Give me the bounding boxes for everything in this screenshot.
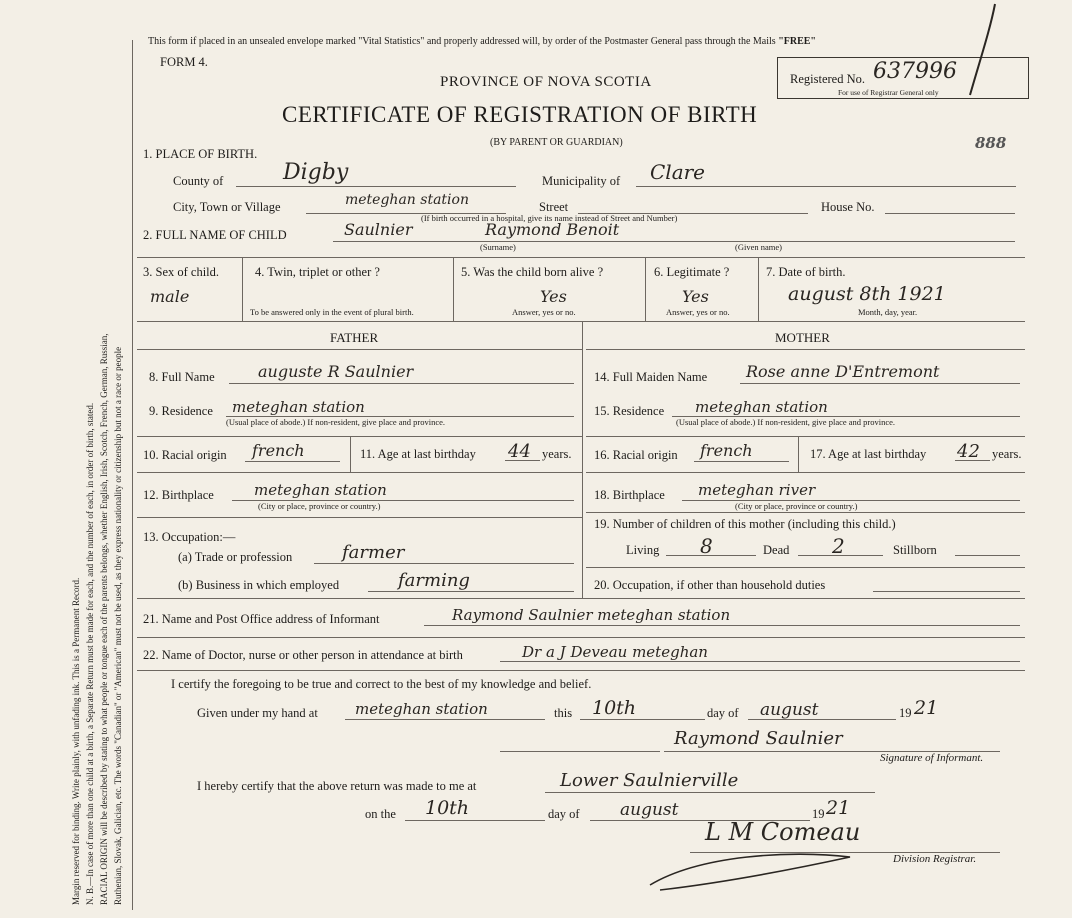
father-heading: FATHER xyxy=(330,330,379,345)
informant-signature-caption: Signature of Informant. xyxy=(880,752,984,764)
date-of-birth-label: 7. Date of birth. xyxy=(766,265,846,279)
date-of-birth-note: Month, day, year. xyxy=(858,307,918,317)
mother-racial-bottom-rule xyxy=(586,472,1025,473)
mother-residence-note: (Usual place of abode.) If non-resident, give place and province. xyxy=(676,417,896,427)
informant-label: 21. Name and Post Office address of Informant xyxy=(143,612,380,626)
doctor-bottom-rule xyxy=(137,670,1025,671)
row3-divider-2 xyxy=(453,257,454,321)
row3-divider-3 xyxy=(645,257,646,321)
margin-binding-note: Margin reserved for binding. Write plainly, with unfading ink. This is a Permanent Record. xyxy=(71,577,81,905)
registrar-use-note: For use of Registrar General only xyxy=(838,88,939,97)
living-value: 8 xyxy=(700,534,713,558)
row3-top-rule xyxy=(137,257,1025,258)
informant-line xyxy=(424,625,1020,626)
given-day-value: 10th xyxy=(592,697,637,719)
county-label: County of xyxy=(173,174,224,188)
mother-heading: MOTHER xyxy=(775,330,830,345)
registrar-day-value: 10th xyxy=(425,797,470,819)
mail-notice: This form if placed in an unsealed envelope marked "Vital Statistics" and properly addressed will, by order of the Postmaster General pass through the Mails "FREE" xyxy=(148,36,816,47)
stillborn-label: Stillborn xyxy=(893,543,937,557)
city-value: meteghan station xyxy=(345,192,469,208)
father-business-value: farming xyxy=(398,570,470,591)
mother-racial-divider xyxy=(798,436,799,472)
mother-name-value: Rose anne D'Entremont xyxy=(746,362,940,381)
father-business-line xyxy=(368,591,574,592)
father-trade-value: farmer xyxy=(342,542,405,563)
doctor-label: 22. Name of Doctor, nurse or other person in attendance at birth xyxy=(143,648,463,662)
twin-note: To be answered only in the event of plural birth. xyxy=(250,307,414,317)
father-age-years: years. xyxy=(542,447,572,461)
given-place-value: meteghan station xyxy=(355,700,488,718)
row3-divider-4 xyxy=(758,257,759,321)
given-place-line xyxy=(345,719,545,720)
registrar-caption: Division Registrar. xyxy=(893,853,977,865)
informant-bottom-rule xyxy=(137,637,1025,638)
given-day-line xyxy=(580,719,705,720)
informant-signature-line-left xyxy=(500,751,660,752)
date-of-birth-value: august 8th 1921 xyxy=(788,283,946,305)
stillborn-line xyxy=(955,555,1020,556)
father-racial-divider xyxy=(350,436,351,472)
row3-divider-1 xyxy=(242,257,243,321)
page-subtitle: (BY PARENT OR GUARDIAN) xyxy=(490,137,623,148)
mother-residence-value: meteghan station xyxy=(695,398,828,416)
margin-nb-note: N. B.—In case of more than one child at a birth, a Separate Return must be made for each, and the number of each, in order of birth, stated. xyxy=(85,402,95,905)
county-value: Digby xyxy=(283,160,349,185)
province-heading: PROVINCE OF NOVA SCOTIA xyxy=(440,74,652,90)
father-age-label: 11. Age at last birthday xyxy=(360,447,476,461)
child-name-line xyxy=(333,241,1015,242)
county-line xyxy=(236,186,516,187)
mother-birthplace-note: (City or place, province or country.) xyxy=(735,501,858,511)
registrar-place-value: Lower Saulnierville xyxy=(560,770,739,791)
mother-birthplace-value: meteghan river xyxy=(698,481,816,499)
twin-label: 4. Twin, triplet or other ? xyxy=(255,265,380,279)
mother-heading-rule xyxy=(586,349,1025,350)
legitimate-label: 6. Legitimate ? xyxy=(654,265,730,279)
doctor-value: Dr a J Deveau meteghan xyxy=(522,643,708,661)
page-title: CERTIFICATE OF REGISTRATION OF BIRTH xyxy=(282,102,758,127)
father-birthplace-label: 12. Birthplace xyxy=(143,488,214,502)
father-residence-value: meteghan station xyxy=(232,398,365,416)
informant-value: Raymond Saulnier meteghan station xyxy=(452,606,731,624)
on-the-label: on the xyxy=(365,807,396,821)
child-name-label: 2. FULL NAME OF CHILD xyxy=(143,228,287,242)
father-name-value: auguste R Saulnier xyxy=(258,362,414,381)
municipality-value: Clare xyxy=(650,160,706,184)
registered-number: 637996 xyxy=(873,59,957,84)
father-residence-note: (Usual place of abode.) If non-resident, give place and province. xyxy=(226,417,446,427)
father-name-line xyxy=(229,383,574,384)
registrar-year-value: 21 xyxy=(826,797,851,819)
municipality-line xyxy=(636,186,1016,187)
parents-bottom-rule xyxy=(137,598,1025,599)
place-of-birth-label: 1. PLACE OF BIRTH. xyxy=(143,147,258,161)
mother-occupation-line xyxy=(873,591,1020,592)
day-of-label: day of xyxy=(707,706,739,720)
municipality-label: Municipality of xyxy=(542,174,621,188)
father-trade-line xyxy=(314,563,574,564)
father-age-value: 44 xyxy=(508,441,531,462)
born-alive-note: Answer, yes or no. xyxy=(512,307,576,317)
given-year-value: 21 xyxy=(914,697,939,719)
father-occupation-top-rule xyxy=(137,517,582,518)
child-given-name: Raymond Benoit xyxy=(485,220,620,239)
house-line xyxy=(885,213,1015,214)
street-label: Street xyxy=(539,200,569,214)
father-business-label: (b) Business in which employed xyxy=(178,578,340,592)
dead-value: 2 xyxy=(832,534,845,558)
registrar-year-prefix: 19 xyxy=(812,807,825,821)
this-label: this xyxy=(554,706,573,720)
mother-age-value: 42 xyxy=(957,441,980,462)
father-racial-line xyxy=(245,461,340,462)
row3-bottom-rule xyxy=(137,321,1025,322)
born-alive-label: 5. Was the child born alive ? xyxy=(461,265,604,279)
children-count-label: 19. Number of children of this mother (including this child.) xyxy=(594,517,896,531)
mother-racial-label: 16. Racial origin xyxy=(594,448,678,462)
city-label: City, Town or Village xyxy=(173,200,281,214)
mother-age-years: years. xyxy=(992,447,1022,461)
mother-birthplace-label: 18. Birthplace xyxy=(594,488,665,502)
margin-racial-note-1: RACIAL ORIGIN will be described by stating to what people or tongue each of the parents belongs, whether English, Irish, Scotch, French, German, Russian, xyxy=(99,333,109,905)
father-occupation-label: 13. Occupation:— xyxy=(143,530,236,544)
mother-occupation-top-rule xyxy=(586,567,1025,568)
living-label: Living xyxy=(626,543,660,557)
father-heading-rule xyxy=(137,349,582,350)
mother-children-top-rule xyxy=(586,512,1025,513)
certify-statement: I certify the foregoing to be true and correct to the best of my knowledge and belief. xyxy=(171,677,592,691)
mother-racial-value: french xyxy=(700,441,753,460)
ink-stroke-mark xyxy=(960,0,1000,100)
registrar-place-line xyxy=(545,792,875,793)
margin-racial-note-2: Ruthenian, Slovak, Galician, etc. The words "Canadian" or "American" must not be used, as they express nationality or citizenship but not a race or people xyxy=(113,346,123,905)
doctor-line xyxy=(500,661,1020,662)
dead-label: Dead xyxy=(763,543,790,557)
father-racial-label: 10. Racial origin xyxy=(143,448,227,462)
father-racial-value: french xyxy=(252,441,305,460)
form-number: FORM 4. xyxy=(160,55,208,69)
given-name-caption: (Given name) xyxy=(735,242,782,252)
house-no-label: House No. xyxy=(821,200,875,214)
father-racial-bottom-rule xyxy=(137,472,582,473)
mother-occupation-label: 20. Occupation, if other than household duties xyxy=(594,578,826,592)
surname-caption: (Surname) xyxy=(480,242,516,252)
mother-name-line xyxy=(740,383,1020,384)
legitimate-value: Yes xyxy=(682,287,709,306)
given-year-prefix: 19 xyxy=(899,706,912,720)
mother-age-label: 17. Age at last birthday xyxy=(810,447,927,461)
father-birthplace-value: meteghan station xyxy=(254,481,387,499)
given-under-label: Given under my hand at xyxy=(197,706,318,720)
father-residence-label: 9. Residence xyxy=(149,404,213,418)
father-name-label: 8. Full Name xyxy=(149,370,215,384)
registrar-day-of-label: day of xyxy=(548,807,580,821)
registrar-statement: I hereby certify that the above return was made to me at xyxy=(197,779,477,793)
sex-value: male xyxy=(150,287,190,306)
margin-rule xyxy=(132,40,133,910)
corner-mark: 888 xyxy=(975,134,1007,152)
mother-name-label: 14. Full Maiden Name xyxy=(594,370,708,384)
registrar-month-value: august xyxy=(620,800,679,820)
sex-label: 3. Sex of child. xyxy=(143,265,220,279)
hospital-note: (If birth occurred in a hospital, give its name instead of Street and Number) xyxy=(421,213,678,223)
legitimate-note: Answer, yes or no. xyxy=(666,307,730,317)
father-birthplace-note: (City or place, province or country.) xyxy=(258,501,381,511)
mother-racial-top-rule xyxy=(586,436,1025,437)
registrar-day-line xyxy=(405,820,545,821)
given-month-value: august xyxy=(760,700,819,720)
born-alive-value: Yes xyxy=(540,287,567,306)
child-surname: Saulnier xyxy=(344,220,413,239)
informant-signature: Raymond Saulnier xyxy=(674,728,843,749)
mother-residence-label: 15. Residence xyxy=(594,404,665,418)
mother-racial-line xyxy=(694,461,789,462)
father-trade-label: (a) Trade or profession xyxy=(178,550,293,564)
parents-divider xyxy=(582,321,583,598)
registered-label: Registered No. xyxy=(790,72,865,86)
registrar-signature: L M Comeau xyxy=(705,818,861,846)
father-racial-top-rule xyxy=(137,436,582,437)
